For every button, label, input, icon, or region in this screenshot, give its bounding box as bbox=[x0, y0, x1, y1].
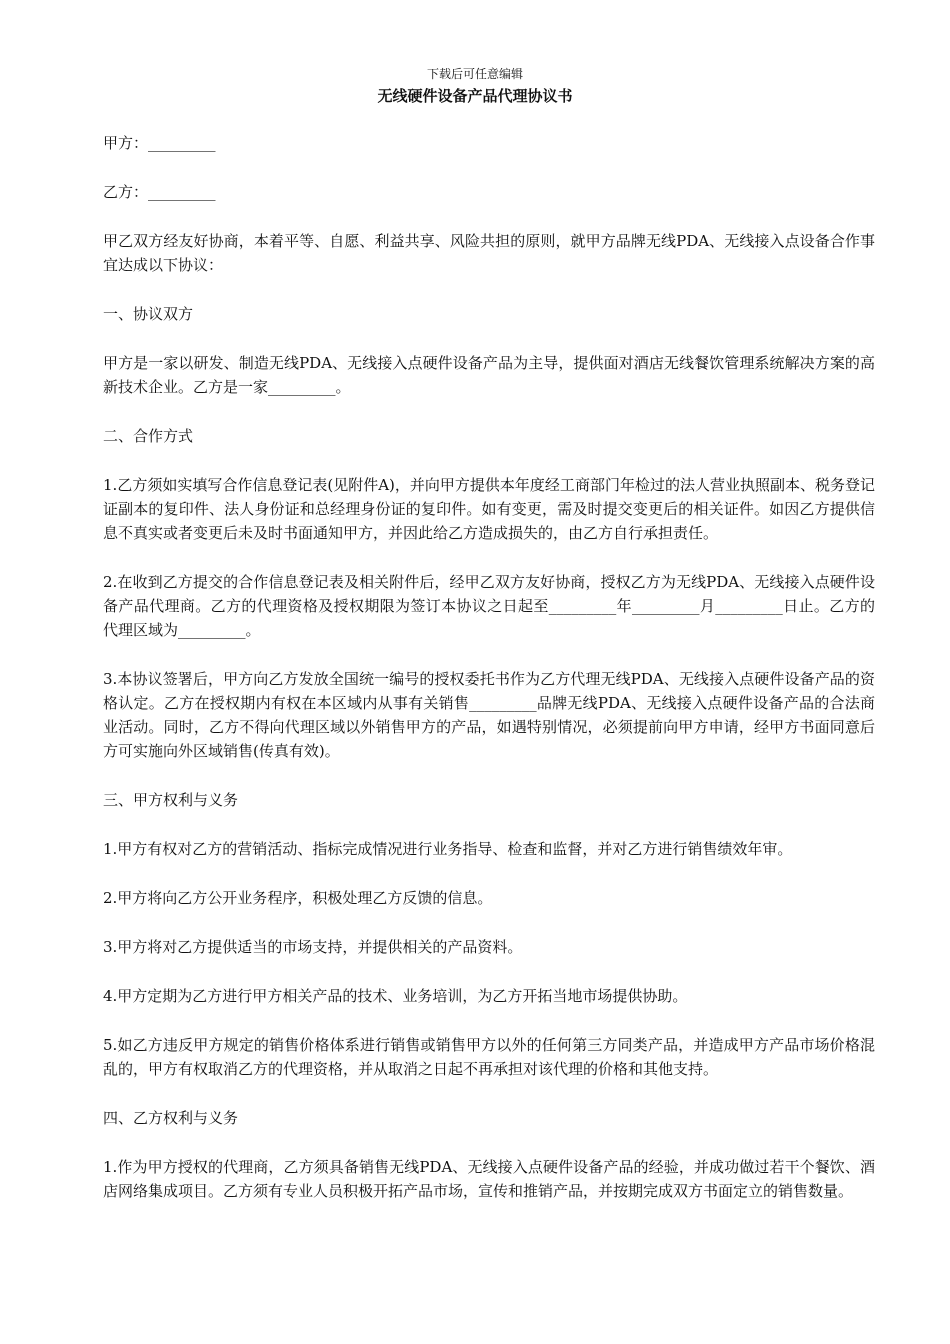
document-title: 无线硬件设备产品代理协议书 bbox=[377, 87, 573, 105]
paragraph: 3.甲方将对乙方提供适当的市场支持，并提供相关的产品资料。 bbox=[103, 938, 523, 956]
paragraph: 2.在收到乙方提交的合作信息登记表及相关附件后，经甲乙双方友好协商，授权乙方为无线PDA、无线接入点硬件设备产品代理商。乙方的代理资格及授权期限为签订本协议之日起至_________年_________月_________日止。乙方的代理区域为_________。 bbox=[103, 573, 875, 639]
paragraph: 1.甲方有权对乙方的营销活动、指标完成情况进行业务指导、检查和监督，并对乙方进行销售绩效年审。 bbox=[103, 840, 793, 858]
section-heading-4: 四、乙方权利与义务 bbox=[103, 1109, 239, 1127]
header-note: 下载后可任意编辑 bbox=[426, 67, 523, 81]
section-heading-2: 二、合作方式 bbox=[103, 427, 194, 445]
section-heading-1: 一、协议双方 bbox=[103, 305, 194, 323]
preamble-paragraph: 甲乙双方经友好协商，本着平等、自愿、利益共享、风险共担的原则，就甲方品牌无线PDA、无线接入点设备合作事宜达成以下协议： bbox=[103, 232, 875, 274]
paragraph: 1.乙方须如实填写合作信息登记表(见附件A)，并向甲方提供本年度经工商部门年检过的法人营业执照副本、税务登记证副本的复印件、法人身份证和总经理身份证的复印件。如有变更，需及时提交变更后的相关证件。如因乙方提供信息不真实或者变更后未及时书面通知甲方，并因此给乙方造成损失的，由乙方自行承担责任。 bbox=[103, 476, 875, 542]
paragraph: 甲方是一家以研发、制造无线PDA、无线接入点硬件设备产品为主导，提供面对酒店无线餐饮管理系统解决方案的高新技术企业。乙方是一家_________。 bbox=[103, 354, 875, 396]
paragraph: 3.本协议签署后，甲方向乙方发放全国统一编号的授权委托书作为乙方代理无线PDA、无线接入点硬件设备产品的资格认定。乙方在授权期内有权在本区域内从事有关销售_________品牌无线PDA、无线接入点硬件设备产品的合法商业活动。同时，乙方不得向代理区域以外销售甲方的产品，如遇特别情况，必须提前向甲方申请，经甲方书面同意后方可实施向外区域销售(传真有效)。 bbox=[103, 670, 875, 760]
paragraph: 1.作为甲方授权的代理商，乙方须具备销售无线PDA、无线接入点硬件设备产品的经验，并成功做过若干个餐饮、酒店网络集成项目。乙方须有专业人员积极开拓产品市场，宣传和推销产品，并按期完成双方书面定立的销售数量。 bbox=[103, 1158, 875, 1200]
party-b-line: 乙方：_________ bbox=[103, 183, 216, 201]
document-body bbox=[103, 131, 875, 1228]
paragraph: 5.如乙方违反甲方规定的销售价格体系进行销售或销售甲方以外的任何第三方同类产品，并造成甲方产品市场价格混乱的，甲方有权取消乙方的代理资格，并从取消之日起不再承担对该代理的价格和其他支持。 bbox=[103, 1036, 875, 1078]
paragraph: 2.甲方将向乙方公开业务程序，积极处理乙方反馈的信息。 bbox=[103, 889, 493, 907]
paragraph: 4.甲方定期为乙方进行甲方相关产品的技术、业务培训，为乙方开拓当地市场提供协助。 bbox=[103, 987, 688, 1005]
party-a-line: 甲方：_________ bbox=[103, 134, 216, 152]
section-heading-3: 三、甲方权利与义务 bbox=[103, 791, 239, 809]
